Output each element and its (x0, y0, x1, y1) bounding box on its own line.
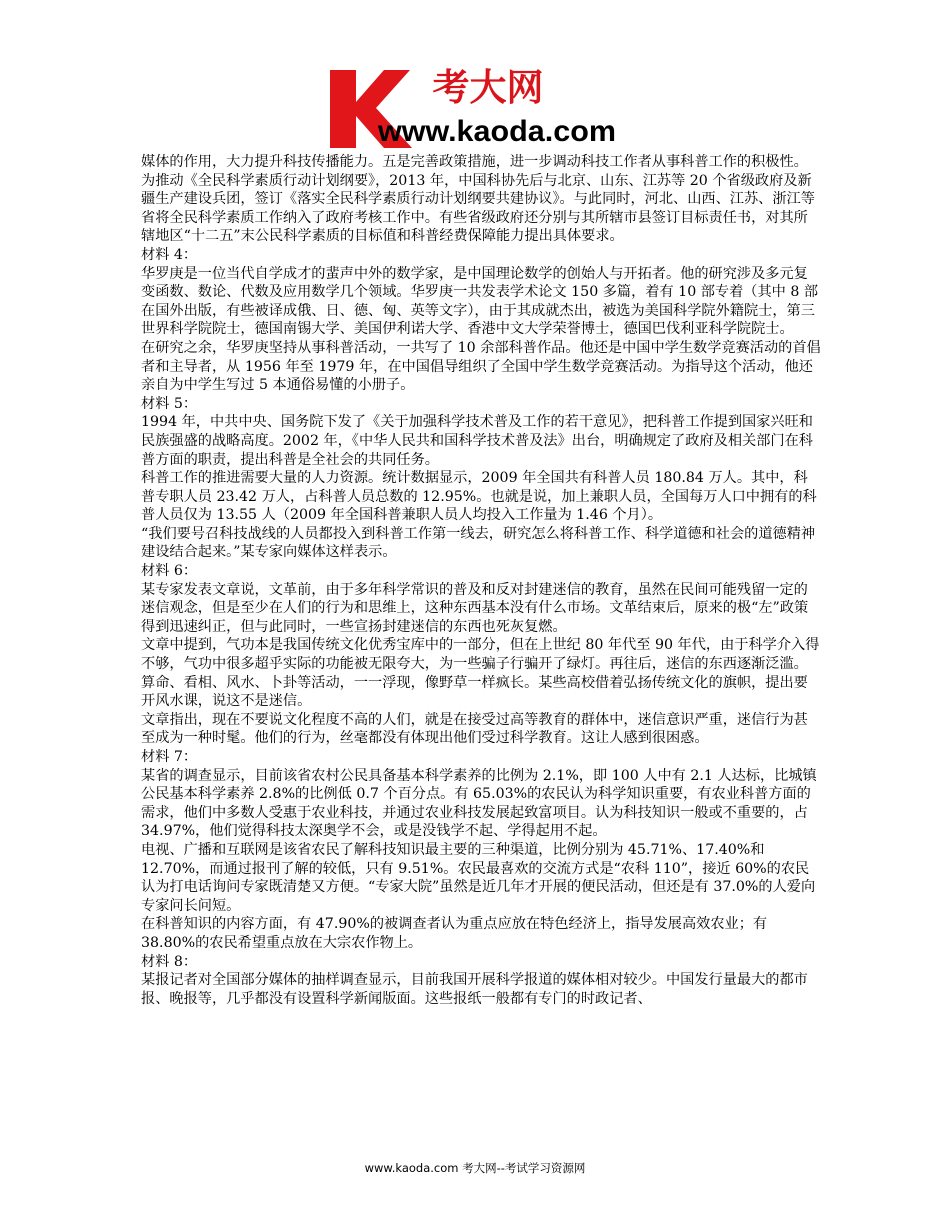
page-footer: www.kaoda.com 考大网--考试学习资源网 (364, 1161, 586, 1175)
section-heading: 材料 7： (141, 749, 198, 765)
paragraph: 媒体的作用，大力提升科技传播能力。五是完善政策措施，进一步调动科技工作者从事科普工作的积极性。 (141, 154, 808, 170)
paragraph: 在科普知识的内容方面，有 47.90%的被调查者认为重点应放在特色经济上，指导发展高效农业；有 38.80%的农民希望重点放在大宗农作物上。 (141, 916, 768, 951)
paragraph: 某专家发表文章说，文革前，由于多年科学常识的普及和反对封建迷信的教育，虽然在民间可能残留一定的迷信观念，但是至少在人们的行为和思维上，这种东西基本没有什么市场。文革结束后，原来的极“左”政策得到迅速纠正，但与此同时，一些宣扬封建迷信的东西也死灰复燃。 (141, 581, 809, 635)
paragraph: 科普工作的推进需要大量的人力资源。统计数据显示，2009 年全国共有科普人员 180.84 万人。其中，科普专职人员 23.42 万人，占科普人员总数的 12.95%。也就是说，加上兼职人员，全国每万人口中拥有的科普人员仅为 13.55 人（2009 年全国科普兼职人员人均投入工作量为 1.46 个月）。 (141, 470, 817, 524)
section-heading: 材料 8： (141, 953, 198, 970)
section-heading: 材料 6： (141, 563, 198, 580)
section-heading: 材料 4： (141, 246, 198, 263)
paragraph: 某省的调查显示，目前该省农村公民具备基本科学素养的比例为 2.1%，即 100 人中有 2.1 人达标，比城镇公民基本科学素养 2.8%的比例低 0.7 个百分点。有 65.03%的农民认为科学知识重要，有农业科普方面的需求，他们中多数人受惠于农业科技，并通过农业科技发展起致富项目。认为科技知识一般或不重要的，占 34.97%，他们觉得科技太深奥学不会，或是没钱学不起、学得起用不起。 (141, 767, 817, 840)
paragraph: “我们要号召科技战线的人员都投入到科普工作第一线去，研究怎么将科普工作、科学道德和社会的道德精神建设结合起来。”某专家向媒体这样表示。 (141, 525, 816, 561)
paragraph: 某报记者对全国部分媒体的抽样调查显示，目前我国开展科学报道的媒体相对较少。中国发行量最大的都市报、晚报等，几乎都没有设置科学新闻版面。这些报纸一般都有专门的时政记者、 (141, 972, 808, 1007)
document-body (141, 153, 821, 1008)
paragraph: 电视、广播和互联网是该省农民了解科技知识最主要的三种渠道，比例分别为 45.71%、17.40%和 12.70%，而通过报刊了解的较低，只有 9.51%。农民最喜欢的交流方式是“农科 110”，接近 60%的农民认为打电话询问专家既清楚又方便。“专家大院”虽然是近几年才开展的便民活动，但还是有 37.0%的人爱向专家问长问短。 (141, 841, 816, 914)
section-heading: 材料 5： (141, 395, 198, 412)
kaoda-logo-graphic (326, 62, 626, 152)
paragraph: 为推动《全民科学素质行动计划纲要》，2013 年，中国科协先后与北京、山东、江苏等 20 个省级政府及新疆生产建设兵团，签订《落实全民科学素质行动计划纲要共建协议》。与此同时，河北、山西、江苏、浙江等省将全民科学素质工作纳入了政府考核工作中。有些省级政府还分别与其所辖市县签订目标责任书，对其所辖地区“十二五”末公民科学素质的目标值和科普经费保障能力提出具体要求。 (141, 172, 815, 245)
paragraph: 华罗庚是一位当代自学成才的蜚声中外的数学家，是中国理论数学的创始人与开拓者。他的研究涉及多元复变函数、数论、代数及应用数学几个领域。华罗庚一共发表学术论文 150 多篇，着有 10 部专着（其中 8 部在国外出版，有些被译成俄、日、德、匈、英等文字），由于其成就杰出，被选为美国科学院外籍院士，第三世界科学院院士，德国南锡大学、美国伊利诺大学、香港中文大学荣誉博士，德国巴伐利亚科学院院士。 (141, 265, 819, 338)
paragraph: 文章指出，现在不要说文化程度不高的人们，就是在接受过高等教育的群体中，迷信意识严重，迷信行为甚至成为一种时髦。他们的行为，丝毫都没有体现出他们受过科学教育。这让人感到很困惑。 (141, 711, 808, 747)
paragraph: 在研究之余，华罗庚坚持从事科普活动，一共写了 10 余部科普作品。他还是中国中学生数学竞赛活动的首倡者和主导者，从 1956 年至 1979 年，在中国倡导组织了全国中学生数学竞赛活动。为指导这个活动，他还亲自为中学生写过 5 本通俗易懂的小册子。 (141, 339, 821, 394)
kaoda-logo[interactable] (326, 62, 626, 152)
paragraph: 1994 年，中共中央、国务院下发了《关于加强科学技术普及工作的若干意见》，把科普工作提到国家兴旺和民族强盛的战略高度。2002 年，《中华人民共和国科学技术普及法》出台，明确规定了政府及相关部门在科普方面的职责，提出科普是全社会的共同任务。 (141, 414, 813, 468)
logo-brand-text: 考大网 (432, 66, 544, 109)
paragraph: 文章中提到，气功本是我国传统文化优秀宝库中的一部分，但在上世纪 80 年代至 90 年代，由于科学介入得不够，气功中很多超乎实际的功能被无限夸大，为一些骗子行骗开了绿灯。再往后，迷信的东西逐渐泛滥。算命、看相、风水、卜卦等活动，一一浮现，像野草一样疯长。某些高校借着弘扬传统文化的旗帜，提出要开风水课，说这不是迷信。 (141, 637, 820, 710)
logo-url-text: www.kaoda.com (376, 115, 616, 148)
